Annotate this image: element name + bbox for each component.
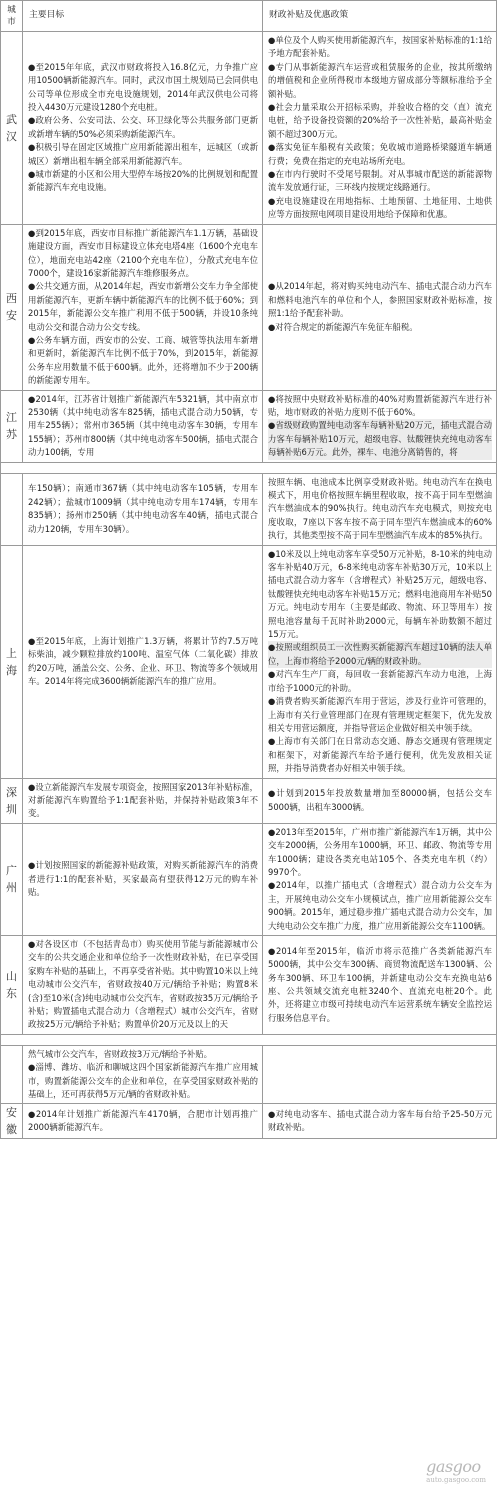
goal-item: ●到2015年底，西安市目标推广新能源汽车1.1万辆，基础设施建设方面，西安市目标建设立体充电塔4座（1600个充电车位），地面充电站42座（2100个充电车位），分散式充电车位7000个，建设16家新能源汽车维修服务点。 <box>28 227 258 278</box>
goals-cell <box>23 545 263 778</box>
city-cell <box>1 936 23 1035</box>
goals-cell <box>23 1104 263 1139</box>
goals-cell <box>23 936 263 1035</box>
table-row <box>1 390 497 462</box>
table-row <box>1 823 497 935</box>
goal-item: ●积极引导在固定区域推广应用新能源出租车，远城区（或新城区）新增出租车辆全部采用新能源汽车。 <box>28 142 258 166</box>
goals-cell <box>23 778 263 823</box>
policy-item: ●按照或组织员工一次性购买新能源汽车超过10辆的法人单位，上海市将给予2000元/辆的财政补助。 <box>268 641 492 668</box>
policy-item: ●在市内行驶时不受尾号限制。对从事城市配送的新能源物流车发放通行证，三环线内按规定线路通行。 <box>268 169 492 193</box>
table-row <box>1 224 497 390</box>
policy-cell <box>263 545 497 778</box>
header-city: 城市 <box>1 1 23 32</box>
policy-item: ●10米及以上纯电动客车享受50万元补贴，8-10米的纯电动客车补贴40万元，6-8米纯电动客车补贴30万元，10米以上插电式混合动力客车（含增程式）补贴25万元，超级电容、钛酸锂快充纯电动客车补贴15万元；燃料电池商用车补贴50万元。纯电动专用车（主要是邮政、物流、环卫等用车）按照电池容量每千瓦时补助2000元，每辆车补助数额不超过15万元。 <box>268 548 492 640</box>
city-cell <box>1 32 23 225</box>
goals-cell <box>23 32 263 225</box>
table-row <box>1 936 497 1035</box>
table-row <box>1 473 497 545</box>
table-row <box>1 32 497 225</box>
table-header-row <box>1 1 497 32</box>
policy-item: ●社会力量采取公开招标采购，并验收合格的交（直）流充电桩，给予设备投资额的20%给予一次性补贴，最高补贴金额不超过300万元。 <box>268 102 492 139</box>
table-row <box>1 545 497 778</box>
goal-item: ●公共交通方面，从2014年起，西安市新增公交车力争全部使用新能源汽车，更新车辆中新能源汽车的比例不低于60%；到2015年，新能源公交车推广利用不低于500辆，并设10条纯电动公交和混合动力公交专线。 <box>28 281 258 332</box>
city-cell <box>1 1045 23 1104</box>
policy-cell <box>263 473 497 545</box>
header-goals: 主要目标 <box>23 1 263 32</box>
goal-item: 车150辆）；南通市367辆（其中纯电动客车105辆，专用车242辆）；盐城市1009辆（其中纯电动专用车174辆，专用车835辆）；扬州市250辆（其中纯电动客车40辆，插电式混合动力120辆，专用车30辆）。 <box>28 483 258 534</box>
city-cell <box>1 545 23 778</box>
policy-cell <box>263 1104 497 1139</box>
goal-item: ●城市新建的小区和公用大型停车场按20%的比例规划和配置新能源汽车充电设施。 <box>28 169 258 193</box>
city-name: 上海 <box>6 646 17 677</box>
city-name: 安徽 <box>6 1106 17 1137</box>
city-cell <box>1 390 23 462</box>
policy-item: ●计划到2015年投放数量增加至80000辆，包括公交车5000辆，出租车3000辆。 <box>268 788 492 812</box>
policy-item: ●落实免征车船税有关政策；免收城市道路桥梁隧道车辆通行费；免费在指定的充电站场所充电。 <box>268 142 492 166</box>
city-name: 江苏 <box>6 411 17 442</box>
table-row <box>1 778 497 823</box>
policy-item: ●从2014年起，将对购买纯电动汽车、插电式混合动力汽车和燃料电池汽车的单位和个人，参照国家财政补贴标准，按照1:1给予配套补助。 <box>268 281 492 319</box>
city-name: 深圳 <box>6 785 17 816</box>
policy-item: ●2013年至2015年，广州市推广新能源汽车1万辆，其中公交车2000辆，公务用车1000辆，环卫、邮政、物流等专用车1000辆；建设各类充电站105个、各类充电车机（约）9970个。 <box>268 826 492 877</box>
goals-cell <box>23 224 263 390</box>
goal-item: ●2014年计划推广新能源汽车4170辆，合肥市计划再推广2000辆新能源汽车。 <box>28 1109 258 1133</box>
goal-item: ●2014年，江苏省计划推广新能源汽车5321辆，其中南京市2530辆（其中纯电动客车825辆，插电式混合动力50辆，专用车255辆）；常州市365辆（其中纯电动客车30辆，专用车155辆）；苏州市800辆（其中纯电动客车500辆，插电式混合动力100辆，专用 <box>28 393 258 458</box>
policy-item: ●充电设施建设在用地指标、土地预留、土地征用、土地供应等方面按照电网项目建设用地给予保障和优惠。 <box>268 195 492 220</box>
policy-cell <box>263 32 497 225</box>
city-cell <box>1 224 23 390</box>
policy-item: ●对符合规定的新能源汽车免征车船税。 <box>268 321 418 332</box>
goal-item: ●淄博、潍坊、临沂和聊城这四个国家新能源汽车推广应用城市，购置新能源公交车的企业和单位，在享受国家财政补贴的基础上，还可再获得5万元/辆的省财政补贴。 <box>28 1062 258 1100</box>
policy-cell <box>263 936 497 1035</box>
policy-item: ●上海市有关部门在日常动态交通、静态交通现有管理规定和框架下，对新能源汽车给予通行便利，优先发放相关证照，并指导消费者办好相关申领手续。 <box>268 736 492 774</box>
city-name: 山东 <box>6 969 17 1000</box>
city-cell <box>1 1104 23 1139</box>
city-cell <box>1 473 23 545</box>
city-cell <box>1 823 23 935</box>
goal-item: ●设立新能源汽车发展专项资金，按照国家2013年补贴标准，对新能源汽车购置给予1:1配套补贴，并保持补贴政策3年不变。 <box>28 781 258 819</box>
goal-item: ●计划按照国家的新能源补贴政策，对购买新能源汽车的消费者进行1:1的配套补贴，买家最高有望获得12万元的购车补贴。 <box>28 860 258 898</box>
goal-item: ●政府公务、公安司法、公交、环卫绿化等公共服务部门更新或新增车辆的50%必须采购新能源汽车。 <box>28 115 258 139</box>
policy-item: ●省级财政购置纯电动客车每辆补贴20万元，插电式混合动力客车每辆补贴10万元，超级电容、钛酸锂快充纯电动客车每辆补贴6万元。此外，裸车、电池分离销售的，将 <box>268 419 492 459</box>
policy-item: ●2014年至2015年，临沂市将示范推广各类新能源汽车5000辆，其中公交车300辆、商贸物流配送车1300辆、公务车300辆、环卫车100辆，并新建电动公交车充换电站6座、公共领域交流充电桩3240个、直流充电桩20个。此外，还将建立市级可持续电动汽车运营系统车辆安全监控运行服务信息平台。 <box>268 945 492 1023</box>
policy-item: 按照车辆、电池成本比例享受财政补贴。纯电动汽车在换电模式下，用电价格按照车辆里程收取，按不高于同车型燃油汽车燃油成本的90%执行。纯电动汽车充电模式，则按充电度收取，7座以下客车按不高于同车型汽车燃油成本的60%执行，其他类型按不高于同车型燃油汽车成本的85%执行。 <box>268 476 492 541</box>
header-policy: 财政补贴及优惠政策 <box>263 1 497 32</box>
page-break-gap <box>1 462 497 473</box>
policy-cell <box>263 1045 497 1104</box>
goal-item: ●至2015年底，上海计划推广1.3万辆，将累计节约7.5万吨标柴油，减少颗粒排放约100吨、温室气体（二氧化碳）排放约20万吨，涵盖公交、公务、企业、环卫、物流等多个领域用车。2014年将完成3600辆新能源汽车的推广应用。 <box>28 635 258 686</box>
city-name: 西安 <box>6 292 17 323</box>
policy-cell <box>263 778 497 823</box>
policy-item: ●将按照中央财政补贴标准的40%对购置新能源汽车进行补贴，地市财政的补贴力度则不低于60%。 <box>268 393 492 417</box>
page-break-gap <box>1 1034 497 1045</box>
table-row <box>1 1104 497 1139</box>
policy-item: ●单位及个人购买使用新能源汽车，按国家补贴标准的1:1给予地方配套补贴。 <box>268 35 492 59</box>
table-row <box>1 1045 497 1104</box>
goal-item: 然气城市公交汽车，省财政按3万元/辆给予补贴。 <box>28 1048 213 1059</box>
goal-item: ●公务车辆方面，西安市的公安、工商、城管等执法用车新增和更新时，新能源汽车比例不低于70%，到2015年，新能源公务车应用数量不低于600辆。此外，还将增加不少于200辆的新能源专用车。 <box>28 334 258 386</box>
goal-item: ●至2015年年底，武汉市财政将投入16.8亿元，力争推广应用10500辆新能源汽车。同时，武汉市国土规划局已会同供电公司等单位形成全市充电设施规划，2014年武汉供电公司将投入4430万元建设1280个充电桩。 <box>28 61 258 113</box>
policy-item: ●2014年，以推广插电式（含增程式）混合动力公交车为主，开展纯电动公交车小规模试点，推广应用新能源公交车900辆。2015年，通过稳步推广插电式混合动力公交车，加大纯电动公交车推广力度，推广应用新能源公交车1100辆。 <box>268 880 492 931</box>
goal-item: ●对各设区市（不包括青岛市）购买使用节能与新能源城市公交车的公共交通企业和单位给予一次性财政补贴，在已享受国家购车补贴的基础上，不再享受省补贴。其中购置10米以上纯电动城市公交汽车，省财政按40万元/辆给予补贴；购置8米(含)至10米(含)纯电动城市公交汽车，省财政按35万元/辆给予补贴；购置插电式混合动力（含增程式）城市公交汽车，省财政按25万元/辆给予补贴；购置单价20万元及以上的天 <box>28 939 258 1030</box>
city-cell <box>1 778 23 823</box>
policy-item: ●消费者购买新能源汽车用于营运，涉及行业许可管理的，上海市有关行业管理部门在现有管理规定框架下，优先发放相关专用营运额度，并指导营运企业做好相关申领手续。 <box>268 696 492 733</box>
goals-cell <box>23 390 263 462</box>
goals-cell <box>23 473 263 545</box>
policy-cell <box>263 224 497 390</box>
watermark-logo: gasgoo auto.gasgoo.com <box>426 1457 486 1484</box>
policy-cell <box>263 390 497 462</box>
city-name: 广州 <box>6 864 17 895</box>
goals-cell <box>23 823 263 935</box>
policy-cell <box>263 823 497 935</box>
policy-item: ●专门从事新能源汽车运营或租赁服务的企业，按其所缴纳的增值税和企业所得税市本级地方留成部分等额标准给予全额补贴。 <box>268 61 492 99</box>
policy-item: ●对汽车生产厂商，每回收一套新能源汽车动力电池，上海市给予1000元的补助。 <box>268 669 492 693</box>
goals-cell <box>23 1045 263 1104</box>
policy-item: ●对纯电动客车、插电式混合动力客车每台给予25-50万元财政补贴。 <box>268 1109 492 1133</box>
city-name: 武汉 <box>6 112 17 143</box>
